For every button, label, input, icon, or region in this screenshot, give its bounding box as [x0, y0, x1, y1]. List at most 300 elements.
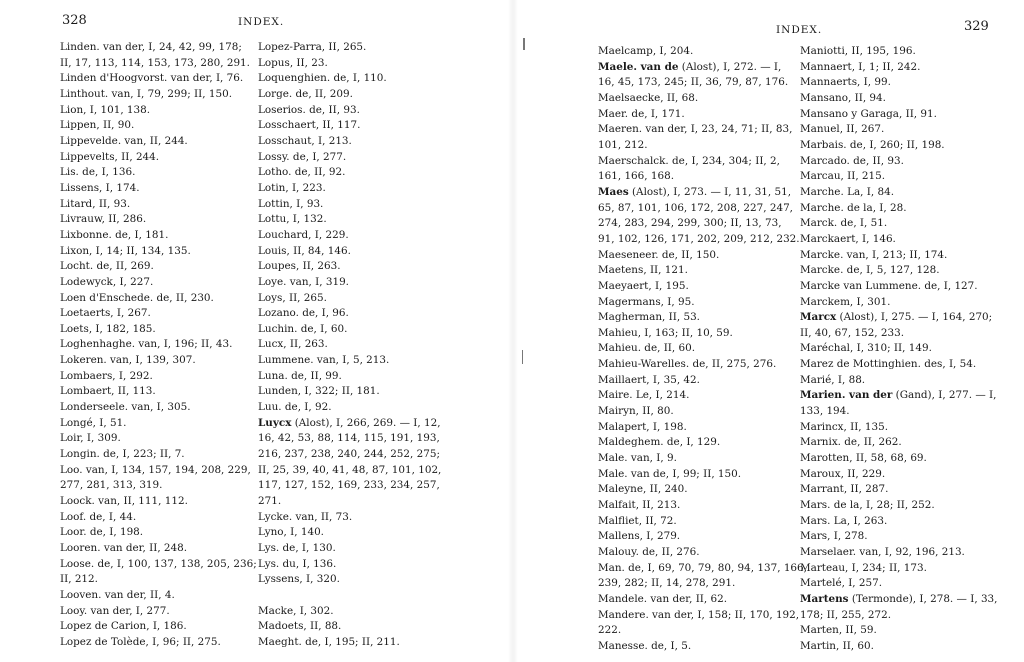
index-entry-text: Marié, I, 88.	[800, 373, 866, 386]
index-entry	[800, 623, 997, 639]
index-entry-continuation	[258, 463, 441, 479]
index-column	[800, 44, 997, 655]
index-entry	[60, 228, 257, 244]
page-number: 329	[964, 19, 989, 34]
index-entry-text: Marckem, I, 301.	[800, 295, 891, 308]
index-entry-text: Marten, II, 59.	[800, 624, 877, 637]
index-entry	[598, 514, 807, 530]
index-entry-text: Lissens, I, 174.	[60, 181, 140, 194]
index-entry-text: Macke, I, 302.	[258, 604, 334, 617]
index-entry	[598, 388, 807, 404]
index-entry-text: Mallens, I, 279.	[598, 530, 681, 543]
index-entry-text: Martin, II, 60.	[800, 639, 874, 652]
index-entry	[60, 244, 257, 260]
index-entry	[60, 306, 257, 322]
index-entry-continuation	[800, 608, 997, 624]
index-entry-text: 216, 237, 238, 240, 244, 252, 275;	[258, 448, 440, 461]
index-entry-text: Lunden, I, 322; II, 181.	[258, 385, 380, 398]
index-entry	[800, 248, 997, 264]
index-entry-text: Malouy. de, II, 276.	[598, 546, 700, 558]
index-entry-text: Mannaert, I, 1; II, 242.	[800, 60, 921, 73]
index-entry-continuation	[598, 576, 807, 592]
index-entry-text: Lis. de, I, 136.	[60, 166, 136, 179]
index-entry-text: Marselaer. van, I, 92, 196, 213.	[800, 546, 965, 558]
index-entry-text: 133, 194.	[800, 405, 850, 418]
index-entry-text: Man. de, I, 69, 70, 79, 80, 94, 137, 166,	[598, 561, 807, 574]
index-entry-text: Mannaerts, I, 99.	[800, 76, 891, 89]
index-entry	[598, 91, 807, 107]
index-entry-text: Mansano y Garaga, II, 91.	[800, 107, 937, 120]
index-entry-text: Lyno, I, 140.	[258, 526, 324, 539]
index-entry	[598, 482, 807, 498]
index-entry-text: Lummene. van, I, 5, 213.	[258, 354, 390, 367]
index-entry-text: Louis, II, 84, 146.	[258, 244, 351, 257]
index-entry-text: Lopez de Tolède, I, 96; II, 275.	[60, 635, 221, 648]
index-entry	[258, 181, 441, 197]
index-entry	[598, 60, 807, 76]
index-entry	[800, 107, 997, 123]
index-entry	[800, 154, 997, 170]
index-entry-text: Loen d'Enschede. de, II, 230.	[60, 291, 214, 304]
index-entry-text: Marcau, II, 215.	[800, 170, 886, 183]
index-entry	[258, 103, 441, 119]
index-entry	[800, 514, 997, 530]
index-entry	[60, 619, 257, 635]
index-entry-text: Lopez de Carion, I, 186.	[60, 620, 187, 633]
index-entry	[598, 154, 807, 170]
index-entry	[60, 197, 257, 213]
index-entry-text: Loquenghien. de, I, 110.	[258, 72, 387, 85]
index-entry	[60, 431, 257, 447]
index-entry-text: Magermans, I, 95.	[598, 295, 695, 308]
index-entry	[60, 71, 257, 87]
index-entry-text: Lottu, I, 132.	[258, 213, 327, 226]
index-entry-text: Lixon, I, 14; II, 134, 135.	[60, 244, 191, 257]
index-entry	[60, 463, 257, 479]
index-entry	[258, 150, 441, 166]
index-entry	[598, 639, 807, 655]
index-entry-text: Maeght. de, I, 195; II, 211.	[258, 635, 400, 648]
index-entry	[598, 608, 807, 624]
index-entry-text: Maldeghem. de, I, 129.	[598, 436, 721, 449]
index-entry-continuation	[258, 494, 441, 510]
index-entry-text: Maroux, II, 229.	[800, 467, 886, 480]
index-entry	[258, 525, 441, 541]
index-entry	[598, 467, 807, 483]
index-entry-text: Locht. de, II, 269.	[60, 260, 154, 273]
index-entry-text: (Alost), I, 273. — I, 11, 31, 51,	[628, 185, 792, 198]
index-entry-text: Litard, II, 93.	[60, 197, 131, 210]
index-entry	[258, 306, 441, 322]
index-entry-text: Luchin. de, I, 60.	[258, 322, 348, 335]
index-entry-text: Mairyn, II, 80.	[598, 405, 674, 418]
index-entry	[60, 181, 257, 197]
index-entry-text: Linthout. van, I, 79, 299; II, 150.	[60, 87, 232, 100]
index-entry-text: Lokeren. van, I, 139, 307.	[60, 354, 196, 367]
index-entry	[598, 326, 807, 342]
index-entry	[258, 134, 441, 150]
index-entry-continuation	[800, 404, 997, 420]
index-entry	[258, 588, 441, 604]
index-entry-text: Lyssens, I, 320.	[258, 573, 340, 586]
index-entry-text: Mahieu, I, 163; II, 10, 59.	[598, 326, 733, 339]
index-entry-continuation	[598, 232, 807, 248]
index-entry-text: Maréchal, I, 310; II, 149.	[800, 342, 932, 355]
index-entry	[60, 635, 257, 651]
index-entry-text: Marteau, I, 234; II, 173.	[800, 561, 927, 574]
index-entry-text: Marez de Mottinghien. des, I, 54.	[800, 358, 977, 371]
index-entry-text: Marck. de, I, 51.	[800, 217, 888, 230]
index-entry	[60, 259, 257, 275]
index-entry-text: Lopez-Parra, II, 265.	[258, 41, 367, 53]
index-entry	[800, 44, 997, 60]
index-entry-text: Longé, I, 51.	[60, 416, 127, 429]
index-entry-text: Marrant, II, 287.	[800, 483, 889, 496]
index-entry-continuation	[258, 447, 441, 463]
index-entry	[60, 134, 257, 150]
index-entry-continuation	[598, 169, 807, 185]
index-entry-text: (Alost), I, 272. — I,	[678, 60, 782, 73]
index-entry-continuation	[598, 138, 807, 154]
index-entry-text: Loys, II, 265.	[258, 291, 327, 304]
index-entry	[258, 369, 441, 385]
index-entry-continuation	[598, 623, 807, 639]
index-entry-continuation	[60, 56, 257, 72]
index-column	[60, 40, 257, 651]
index-entry	[598, 279, 807, 295]
index-entry-name: Maele. van de	[598, 60, 679, 73]
index-entry	[60, 337, 257, 353]
index-entry-text: Malfliet, II, 72.	[598, 514, 677, 527]
index-entry-text: Loupes, II, 263.	[258, 260, 341, 273]
index-entry	[598, 592, 807, 608]
index-entry	[598, 357, 807, 373]
index-entry-text: Losschaut, I, 213.	[258, 134, 352, 147]
index-entry	[800, 169, 997, 185]
index-entry-text: Linden. van der, I, 24, 42, 99, 178;	[60, 41, 242, 53]
index-entry-text: Luu. de, I, 92.	[258, 401, 332, 414]
index-entry	[60, 118, 257, 134]
index-entry-text: Maer. de, I, 171.	[598, 107, 685, 120]
index-entry-text: Lippevelde. van, II, 244.	[60, 134, 188, 147]
index-entry-text: Marincx, II, 135.	[800, 420, 889, 433]
index-entry	[60, 212, 257, 228]
index-entry	[258, 291, 441, 307]
index-entry-text: Loets, I, 182, 185.	[60, 322, 156, 335]
index-entry	[598, 263, 807, 279]
index-entry	[800, 529, 997, 545]
index-entry-text: Londerseele. van, I, 305.	[60, 401, 191, 414]
index-entry-text: Longin. de, I, 223; II, 7.	[60, 448, 185, 461]
index-entry-text: Lion, I, 101, 138.	[60, 103, 151, 116]
index-entry-text: Marcke. de, I, 5, 127, 128.	[800, 264, 940, 277]
index-entry-text: Loir, I, 309.	[60, 432, 121, 445]
index-entry-text: 91, 102, 126, 171, 202, 209, 212, 232.	[598, 232, 800, 245]
index-entry	[598, 185, 807, 201]
index-entry	[258, 604, 441, 620]
index-entry-text: 16, 42, 53, 88, 114, 115, 191, 193,	[258, 432, 440, 445]
index-entry	[800, 482, 997, 498]
index-entry-text: Marckaert, I, 146.	[800, 232, 896, 245]
index-entry-text: Malapert, I, 198.	[598, 420, 687, 433]
index-entry	[258, 87, 441, 103]
page-header: INDEX.	[776, 24, 823, 36]
index-entry	[800, 60, 997, 76]
index-entry	[258, 40, 441, 56]
index-entry	[60, 103, 257, 119]
index-entry-text: Marcke. van, I, 213; II, 174.	[800, 248, 948, 261]
index-entry	[258, 244, 441, 260]
index-entry	[60, 384, 257, 400]
index-entry	[598, 44, 807, 60]
index-entry	[800, 373, 997, 389]
index-entry-text: Lombaers, I, 292.	[60, 369, 153, 382]
index-entry	[800, 122, 997, 138]
index-entry-text: Linden d'Hoogvorst. van der, I, 76.	[60, 72, 244, 85]
index-entry-text: Manuel, II, 267.	[800, 123, 885, 136]
index-entry-text: Mahieu-Warelles. de, II, 275, 276.	[598, 358, 777, 371]
index-entry	[598, 122, 807, 138]
index-entry-text: Madoets, II, 88.	[258, 620, 342, 633]
index-entry-text: 101, 212.	[598, 138, 648, 151]
index-entry-text: Lorge. de, II, 209.	[258, 87, 353, 100]
index-entry-text: (Alost), I, 266, 269. — I, 12,	[291, 416, 441, 429]
index-entry-text: Maeren. van der, I, 23, 24, 71; II, 83,	[598, 123, 793, 136]
index-entry-name: Marien. van der	[800, 389, 893, 402]
index-entry-name: Maes	[598, 185, 629, 198]
index-entry	[800, 592, 997, 608]
index-entry	[800, 91, 997, 107]
index-entry-text: Mars. de la, I, 28; II, 252.	[800, 499, 935, 512]
index-entry-text: Loghenhaghe. van, I, 196; II, 43.	[60, 338, 233, 351]
index-entry	[258, 384, 441, 400]
index-entry-text: Loye. van, I, 319.	[258, 275, 349, 288]
index-entry	[800, 451, 997, 467]
index-entry	[598, 310, 807, 326]
index-entry-text: Marcke van Lummene. de, I, 127.	[800, 279, 978, 292]
index-entry	[800, 639, 997, 655]
index-entry-continuation	[258, 431, 441, 447]
index-entry-text: 178; II, 255, 272.	[800, 608, 892, 621]
index-entry-text: Loor. de, I, 198.	[60, 526, 144, 539]
index-entry	[60, 40, 257, 56]
index-entry	[60, 604, 257, 620]
index-entry-text: Lys. du, I, 136.	[258, 557, 337, 570]
index-entry	[800, 388, 997, 404]
index-entry	[800, 185, 997, 201]
index-entry-text: Loock. van, II, 111, 112.	[60, 495, 188, 508]
index-entry	[800, 138, 997, 154]
index-entry-text: II, 25, 39, 40, 41, 48, 87, 101, 102,	[258, 463, 442, 476]
index-entry-text: Lozano. de, I, 96.	[258, 307, 349, 320]
index-entry-continuation	[598, 75, 807, 91]
index-entry-text: Manesse. de, I, 5.	[598, 639, 692, 652]
index-entry	[60, 322, 257, 338]
index-entry-text: 65, 87, 101, 106, 172, 208, 227, 247,	[598, 201, 793, 214]
index-entry-text: Male. van de, I, 99; II, 150.	[598, 467, 742, 480]
index-entry	[800, 279, 997, 295]
index-entry	[258, 259, 441, 275]
index-entry-text: Mars, I, 278.	[800, 530, 868, 543]
index-entry-text: Looy. van der, I, 277.	[60, 604, 170, 617]
index-entry	[258, 118, 441, 134]
index-entry-text: Martelé, I, 257.	[800, 577, 883, 590]
index-entry-text: Malfait, II, 213.	[598, 499, 681, 512]
index-entry	[60, 447, 257, 463]
index-entry-text: Mahieu. de, II, 60.	[598, 342, 696, 355]
index-entry	[258, 322, 441, 338]
index-entry-text: (Alost), I, 275. — I, 164, 270;	[836, 311, 993, 324]
index-entry-text: Loose. de, I, 100, 137, 138, 205, 236;	[60, 557, 257, 570]
index-entry	[800, 357, 997, 373]
index-entry-text: Mars. La, I, 263.	[800, 514, 888, 527]
index-entry	[258, 228, 441, 244]
index-entry	[60, 588, 257, 604]
index-entry	[598, 529, 807, 545]
index-entry	[800, 576, 997, 592]
index-entry-continuation	[800, 326, 997, 342]
index-entry-text: Maeseneer. de, II, 150.	[598, 248, 720, 261]
index-entry	[800, 216, 997, 232]
index-entry-text: Marbais. de, I, 260; II, 198.	[800, 138, 945, 151]
index-entry-text: Lotho. de, II, 92.	[258, 166, 346, 179]
index-entry-text: Loserios. de, II, 93.	[258, 103, 360, 116]
index-entry-text: Lippevelts, II, 244.	[60, 150, 160, 163]
index-entry-text: Mandere. van der, I, 158; II, 170, 192,	[598, 608, 800, 621]
index-entry-text: Lys. de, I, 130.	[258, 542, 336, 554]
index-entry-text: Maillaert, I, 35, 42.	[598, 373, 700, 386]
index-entry	[258, 56, 441, 72]
index-entry-text: 222.	[598, 624, 622, 637]
index-entry-text: Lopus, II, 23.	[258, 56, 328, 69]
index-entry-text: 16, 45, 173, 245; II, 36, 79, 87, 176.	[598, 76, 789, 89]
index-entry	[598, 341, 807, 357]
index-entry-text: Maelcamp, I, 204.	[598, 45, 694, 57]
index-entry	[258, 275, 441, 291]
index-entry-text: Louchard, I, 229.	[258, 228, 349, 241]
index-entry	[258, 353, 441, 369]
index-entry	[258, 510, 441, 526]
page-number: 328	[62, 13, 87, 28]
index-entry-text: Loo. van, I, 134, 157, 194, 208, 229,	[60, 463, 251, 476]
index-entry	[800, 232, 997, 248]
index-entry	[800, 467, 997, 483]
index-entry	[258, 197, 441, 213]
index-entry-text: 274, 283, 294, 299, 300; II, 13, 73,	[598, 217, 782, 230]
index-entry	[800, 545, 997, 561]
index-entry-text: Looren. van der, II, 248.	[60, 542, 188, 554]
index-entry-text: Lombaert, II, 113.	[60, 385, 156, 398]
index-entry	[258, 165, 441, 181]
index-entry	[598, 498, 807, 514]
index-entry	[598, 561, 807, 577]
index-entry-text: 117, 127, 152, 169, 233, 234, 257,	[258, 479, 440, 492]
index-entry-text: 271.	[258, 495, 282, 508]
index-entry	[598, 295, 807, 311]
index-entry-text: II, 212.	[60, 573, 98, 586]
index-entry-continuation	[60, 478, 257, 494]
index-entry	[60, 400, 257, 416]
index-entry-text: Marnix. de, II, 262.	[800, 436, 902, 449]
index-entry	[800, 263, 997, 279]
index-entry-continuation	[258, 478, 441, 494]
index-entry	[598, 451, 807, 467]
index-entry-text: 277, 281, 313, 319.	[60, 479, 163, 492]
index-entry	[800, 341, 997, 357]
index-entry-text: Lottin, I, 93.	[258, 197, 324, 210]
index-entry	[60, 510, 257, 526]
index-column	[598, 44, 807, 655]
index-entry-text: Male. van, I, 9.	[598, 452, 677, 465]
index-entry	[60, 150, 257, 166]
index-entry-text: Mandele. van der, II, 62.	[598, 592, 728, 605]
index-entry	[258, 635, 441, 651]
index-entry	[800, 561, 997, 577]
index-entry-text: Maerschalck. de, I, 234, 304; II, 2,	[598, 154, 780, 167]
index-entry	[60, 557, 257, 573]
index-entry	[258, 400, 441, 416]
index-entry-text: Lotin, I, 223.	[258, 181, 326, 194]
index-entry-text: Maniotti, II, 195, 196.	[800, 45, 916, 57]
index-entry	[598, 420, 807, 436]
index-entry-text: Lodewyck, I, 227.	[60, 275, 154, 288]
index-entry	[258, 71, 441, 87]
index-entry-text: Maelsaecke, II, 68.	[598, 91, 699, 104]
index-entry-text: Loof. de, I, 44.	[60, 510, 137, 523]
index-entry-text: Loetaerts, I, 267.	[60, 307, 151, 320]
index-entry-text: Livrauw, II, 286.	[60, 213, 147, 226]
index-entry	[800, 310, 997, 326]
right-page	[512, 0, 1024, 662]
index-entry	[598, 545, 807, 561]
index-entry-text: Marcado. de, II, 93.	[800, 154, 904, 167]
index-entry	[800, 435, 997, 451]
index-entry-text: II, 40, 67, 152, 233.	[800, 326, 905, 339]
index-entry	[60, 353, 257, 369]
index-entry-text: Mansano, II, 94.	[800, 91, 886, 104]
index-entry	[60, 291, 257, 307]
index-entry-continuation	[598, 216, 807, 232]
index-entry	[258, 337, 441, 353]
index-entry-text: Marotten, II, 58, 68, 69.	[800, 452, 927, 465]
index-column	[258, 40, 441, 651]
index-entry	[258, 541, 441, 557]
index-entry-text: (Termonde), I, 278. — I, 33,	[848, 592, 998, 605]
index-entry	[800, 201, 997, 217]
index-entry-text: 239, 282; II, 14, 278, 291.	[598, 577, 736, 590]
index-entry-text: Lycke. van, II, 73.	[258, 510, 353, 523]
index-entry	[800, 498, 997, 514]
index-entry-text: Lucx, II, 263.	[258, 338, 328, 351]
index-entry	[60, 525, 257, 541]
index-entry	[60, 541, 257, 557]
index-entry	[60, 275, 257, 291]
index-entry-text: 161, 166, 168.	[598, 170, 675, 183]
index-entry	[60, 165, 257, 181]
index-entry-text: Maetens, II, 121.	[598, 264, 688, 277]
index-entry-text: Maleyne, II, 240.	[598, 483, 688, 496]
index-entry-name: Marcx	[800, 311, 837, 324]
index-entry	[800, 420, 997, 436]
index-entry-continuation	[598, 201, 807, 217]
index-entry-text: Looven. van der, II, 4.	[60, 588, 175, 601]
index-entry-name: Martens	[800, 592, 849, 605]
index-entry-text: Maire. Le, I, 214.	[598, 389, 690, 402]
index-entry	[258, 212, 441, 228]
index-entry	[800, 75, 997, 91]
index-entry	[60, 87, 257, 103]
index-entry	[598, 435, 807, 451]
